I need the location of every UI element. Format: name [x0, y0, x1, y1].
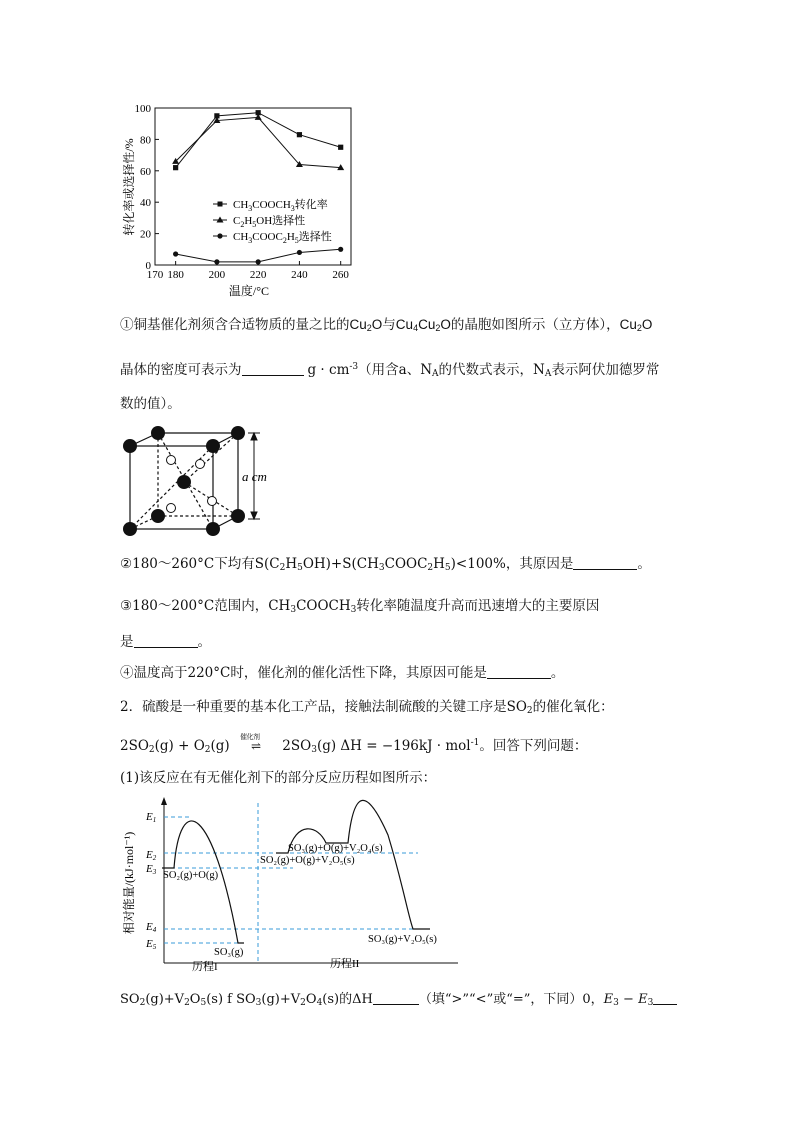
legend-entry-conversion: $CH_3COOCH_3$转化率 — [233, 199, 328, 213]
legend-circle-marker — [217, 233, 222, 238]
corner-atoms — [123, 426, 245, 536]
level-E3: E3 — [146, 863, 157, 876]
line-chart — [115, 95, 360, 305]
answer-blank-q3[interactable] — [134, 633, 198, 648]
cell-edge-label: a cm — [242, 469, 267, 484]
energy-y-label: 相对能量/(kJ·mol⁻¹) — [122, 831, 136, 935]
series-line-2 — [176, 117, 341, 167]
chart-axes — [135, 103, 350, 281]
point-circle — [256, 259, 261, 264]
q4-line: ④温度高于220°C时，催化剂的催化活性下降，其原因可能是 。 — [120, 665, 565, 681]
q3-line-1: ③180～200°C范围内，$CH_3COOCH_3$转化率随温度升高而迅速增大的主要原因 — [120, 598, 600, 615]
label-so2-o: SO₂(g)+O(g) — [163, 870, 219, 881]
x-tick-label: 260 — [332, 269, 349, 281]
p2-intro: 2．硫酸是一种重要的基本化工产品，接触法制硫酸的关键工序是$SO_2$的催化氧化： — [120, 699, 614, 716]
legend-entry-ester: $CH_3COOC_2H_5$选择性 — [233, 231, 332, 245]
y-tick-label: 80 — [140, 134, 151, 147]
path-II-name: 历程II — [330, 958, 360, 970]
last-line: $SO_2(g)+V_2O_5(s)$ f $SO_3(g)+V_2O_4(s)$的ΔH （填“>”“<”或“=”，下同）0，$E_3 - E_3$ — [120, 990, 677, 1013]
q1-line-2: 晶体的密度可表示为 $g \cdot cm^{-3}$（用含a、$N_A$的代数式表示，$N_A$表示阿伏加德罗常 — [120, 362, 660, 379]
answer-blank-density[interactable] — [242, 361, 304, 376]
x-tick-label: 220 — [249, 269, 267, 281]
level-E5: E5 — [146, 938, 157, 951]
point-circle — [297, 250, 302, 255]
label-so3-o-v2o4: SO₃(g)+O(g)+V₂O₄(s) — [288, 843, 383, 854]
q3-line-2: 是 。 — [120, 634, 211, 650]
y-tick-label: 40 — [140, 197, 151, 210]
y-tick-label: 0 — [145, 260, 151, 272]
answer-blank-q2[interactable] — [573, 555, 637, 570]
equilibrium-arrow: 催化剂 ⇌ — [240, 733, 262, 753]
x-tick-label: 170 — [146, 269, 164, 281]
point-square — [338, 145, 343, 150]
crystal-unit-cell — [118, 420, 288, 545]
chart-legend — [213, 197, 332, 245]
x-tick-label: 200 — [208, 269, 226, 281]
p2-equation: $2SO_2(g) + O_2(g)$ 催化剂 ⇌ $2SO_3(g) \Delta H = -196kJ \cdot mol^{-1}$。回答下列问题： — [120, 733, 588, 755]
point-circle — [338, 247, 343, 252]
point-circle — [214, 259, 219, 264]
level-E1: E1 — [146, 811, 157, 824]
answer-blank-q4[interactable] — [487, 664, 551, 679]
interior-atoms — [167, 456, 217, 513]
legend-square-marker — [218, 202, 223, 207]
legend-entry-ethanol: $C_2H_5OH$选择性 — [233, 215, 306, 229]
level-E4: E4 — [146, 921, 157, 934]
x-tick-label: 180 — [167, 269, 184, 281]
path-I-curve — [162, 821, 244, 943]
p2-sub1: (1)该反应在有无催化剂下的部分反应历程如图所示： — [120, 770, 437, 786]
q1-line-3: 数的值）。 — [120, 396, 181, 412]
label-so3-path-I: SO₃(g) — [214, 947, 244, 958]
chart-y-label: 转化率或选择性/% — [122, 138, 136, 236]
answer-blank-e3[interactable] — [653, 990, 677, 1005]
level-E2: E2 — [146, 849, 157, 862]
q2-line: ②180～260°C下均有$S(C_2H_5OH)+S(CH_3COOC_2H_5)<100\%$，其原因是 。 — [120, 556, 651, 573]
y-tick-label: 20 — [140, 228, 151, 241]
y-tick-label: 60 — [140, 165, 151, 178]
x-tick-label: 240 — [291, 269, 308, 281]
point-square — [173, 165, 178, 170]
y-tick-label: 100 — [134, 103, 151, 115]
answer-blank-dh[interactable] — [373, 990, 419, 1005]
series-line-1 — [176, 113, 341, 168]
point-square — [297, 132, 302, 137]
label-so3-v2o5: SO₃(g)+V₂O₅(s) — [368, 934, 437, 945]
path-I-name: 历程I — [192, 961, 218, 973]
energy-diagram — [118, 795, 468, 980]
chart-x-label: 温度/°C — [228, 284, 270, 298]
q1-line-1: ①铜基催化剂须含合适物质的量之比的$Cu_2O$与$Cu_4Cu_2O$的晶胞如图所示（立方体），$Cu_2O$ — [120, 317, 653, 333]
point-circle — [173, 251, 178, 256]
label-so2-o-v2o5: SO₂(g)+O(g)+V₂O₅(s) — [260, 855, 355, 866]
